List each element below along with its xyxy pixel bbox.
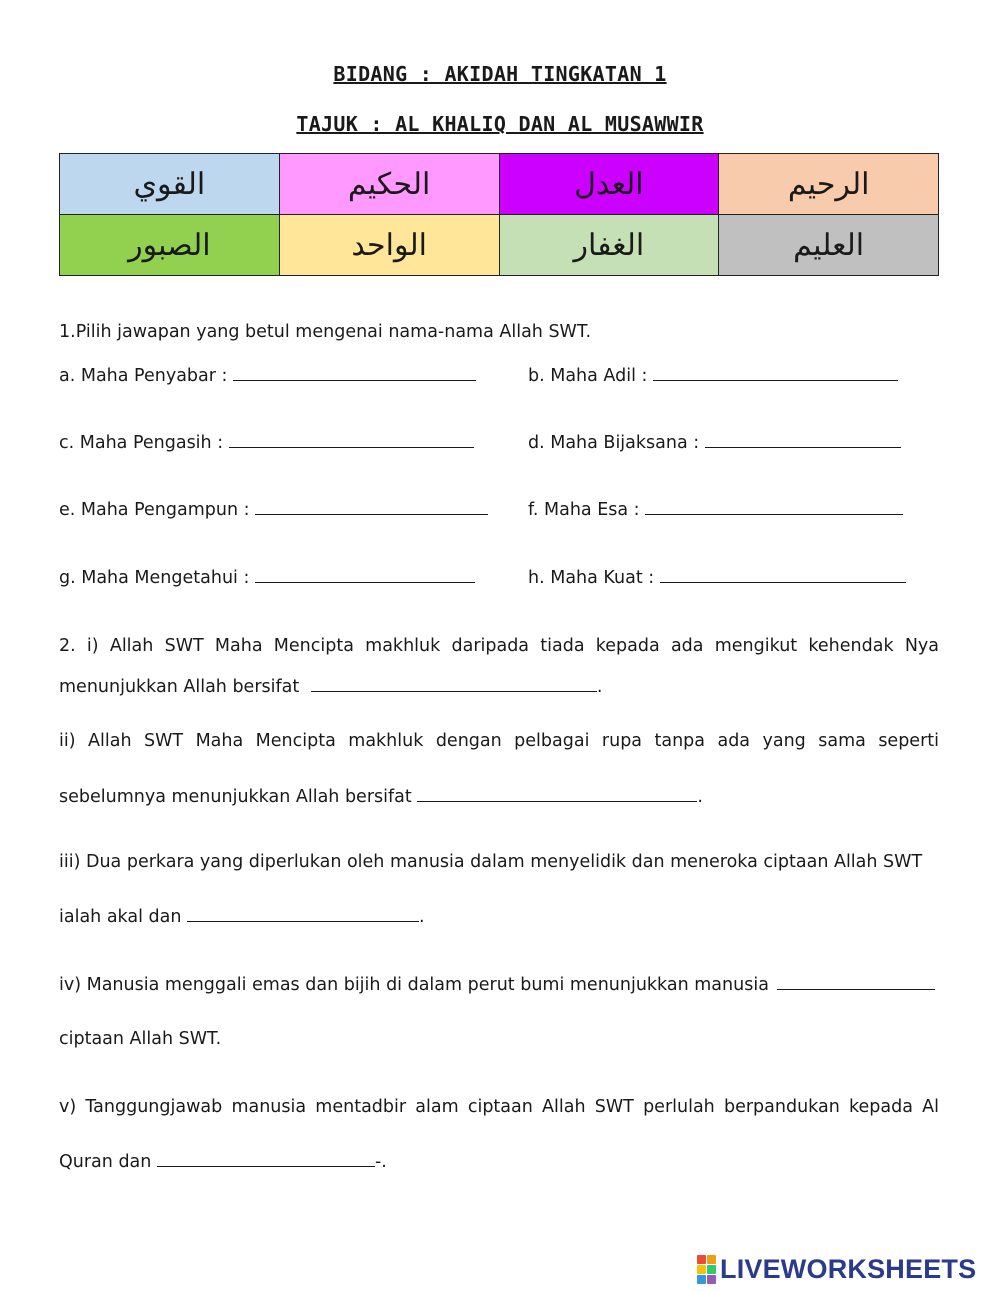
question-2ii-line2: sebelumnya menunjukkan Allah bersifat . bbox=[59, 787, 703, 807]
answer-blank[interactable] bbox=[187, 920, 419, 922]
logo-mark-icon bbox=[697, 1255, 716, 1284]
question-1-prompt: 1.Pilih jawapan yang betul mengenai nama-nama Allah SWT. bbox=[59, 322, 592, 342]
item-c bbox=[59, 433, 474, 453]
item-label: e. Maha Pengampun : bbox=[59, 500, 250, 520]
question-2iv-line1: iv) Manusia menggali emas dan bijih di dalam perut bumi menunjukkan manusia bbox=[59, 975, 935, 995]
answer-blank[interactable] bbox=[157, 1165, 375, 1167]
asmaul-husna-table bbox=[59, 153, 939, 276]
answer-blank[interactable] bbox=[233, 379, 476, 381]
answer-blank[interactable] bbox=[255, 581, 475, 583]
item-label: d. Maha Bijaksana : bbox=[528, 433, 700, 453]
question-2i-line1: 2. i) Allah SWT Maha Mencipta makhluk daripada tiada kepada ada mengikut kehendak Nya bbox=[59, 636, 939, 656]
answer-blank[interactable] bbox=[660, 581, 906, 583]
question-2ii-line1: ii) Allah SWT Maha Mencipta makhluk dengan pelbagai rupa tanpa ada yang sama seperti bbox=[59, 731, 939, 751]
name-cell: العليم bbox=[719, 215, 939, 276]
table-row bbox=[60, 215, 939, 276]
question-2v-line2: Quran dan -. bbox=[59, 1152, 387, 1172]
item-a bbox=[59, 366, 476, 386]
answer-blank[interactable] bbox=[645, 513, 903, 515]
question-2v-line1: v) Tanggungjawab manusia mentadbir alam ciptaan Allah SWT perlulah berpandukan kepada Al bbox=[59, 1097, 939, 1117]
name-cell: الغفار bbox=[499, 215, 719, 276]
answer-blank[interactable] bbox=[229, 446, 474, 448]
answer-blank[interactable] bbox=[653, 379, 898, 381]
name-cell: الحكيم bbox=[279, 154, 499, 215]
answer-blank[interactable] bbox=[777, 988, 935, 990]
item-label: h. Maha Kuat : bbox=[528, 568, 655, 588]
item-b bbox=[528, 366, 898, 386]
question-2i-line2: menunjukkan Allah bersifat . bbox=[59, 677, 603, 697]
answer-blank[interactable] bbox=[705, 446, 901, 448]
item-label: g. Maha Mengetahui : bbox=[59, 568, 250, 588]
liveworksheets-logo bbox=[697, 1254, 976, 1284]
answer-blank[interactable] bbox=[417, 800, 697, 802]
table-row bbox=[60, 154, 939, 215]
name-cell: الواحد bbox=[279, 215, 499, 276]
item-label: b. Maha Adil : bbox=[528, 366, 648, 386]
question-2iii-line1: iii) Dua perkara yang diperlukan oleh manusia dalam menyelidik dan meneroka ciptaan Allah SWT bbox=[59, 852, 923, 872]
item-e bbox=[59, 500, 488, 520]
item-label: a. Maha Penyabar : bbox=[59, 366, 228, 386]
name-cell: العدل bbox=[499, 154, 719, 215]
answer-blank[interactable] bbox=[311, 690, 597, 692]
item-h bbox=[528, 568, 906, 588]
item-d bbox=[528, 433, 901, 453]
answer-blank[interactable] bbox=[255, 513, 488, 515]
item-label: c. Maha Pengasih : bbox=[59, 433, 224, 453]
question-2iii-line2: ialah akal dan . bbox=[59, 907, 425, 927]
question-2iv-line2: ciptaan Allah SWT. bbox=[59, 1029, 222, 1049]
worksheet-topic: TAJUK : AL KHALIQ DAN AL MUSAWWIR bbox=[296, 112, 704, 136]
name-cell: القوي bbox=[60, 154, 280, 215]
item-g bbox=[59, 568, 475, 588]
logo-text: LIVEWORKSHEETS bbox=[720, 1253, 977, 1284]
worksheet-title: BIDANG : AKIDAH TINGKATAN 1 bbox=[333, 62, 667, 86]
name-cell: الرحيم bbox=[719, 154, 939, 215]
item-f bbox=[528, 500, 903, 520]
name-cell: الصبور bbox=[60, 215, 280, 276]
item-label: f. Maha Esa : bbox=[528, 500, 640, 520]
